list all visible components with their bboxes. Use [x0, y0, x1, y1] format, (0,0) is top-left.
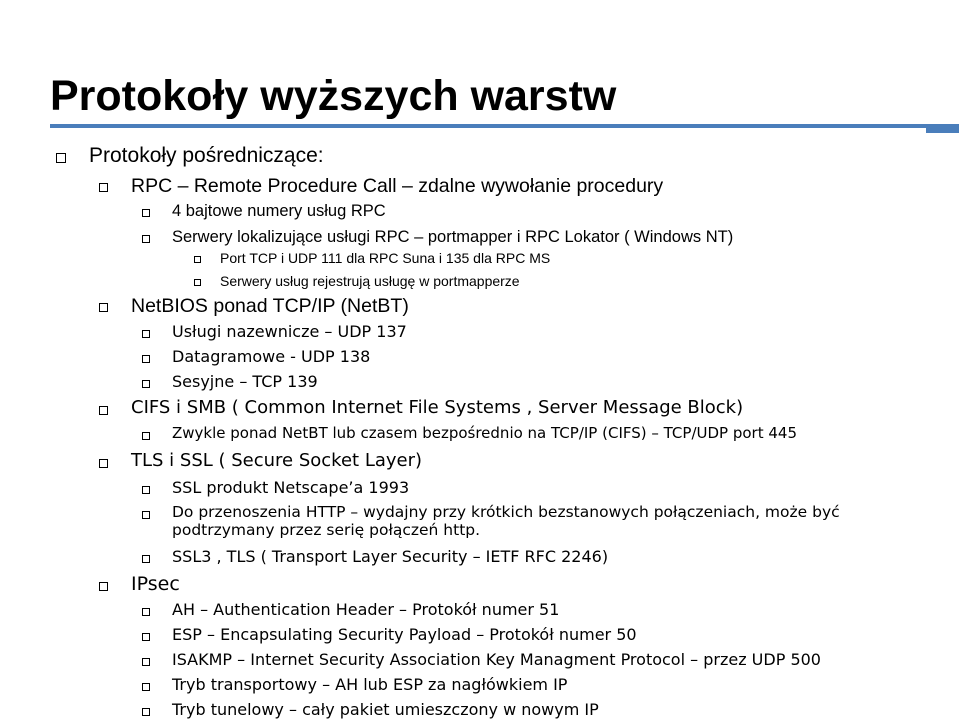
list-item	[172, 651, 821, 669]
list-item	[131, 451, 422, 472]
list-item-text: Do przenoszenia HTTP – wydajny przy krótkich bezstanowych połączeniach, może być	[172, 503, 840, 521]
list-item-text: ESP – Encapsulating Security Payload – Protokół numer 50	[172, 625, 637, 644]
list-item-text: Protokoły pośredniczące:	[89, 144, 324, 167]
list-item	[172, 323, 407, 341]
square-bullet-icon	[99, 303, 108, 312]
list-item	[172, 228, 733, 247]
list-item	[172, 601, 559, 619]
square-bullet-icon	[142, 633, 150, 641]
list-item	[172, 348, 370, 366]
square-bullet-icon	[99, 183, 108, 192]
list-item-text: SSL produkt Netscape’a 1993	[172, 478, 410, 497]
list-item	[89, 144, 324, 168]
square-bullet-icon	[142, 380, 150, 388]
list-item-text: CIFS i SMB ( Common Internet File Systems , Server Message Block)	[131, 397, 744, 418]
list-item-text: SSL3 , TLS ( Transport Layer Security – IETF RFC 2246)	[172, 547, 609, 566]
square-bullet-icon	[56, 153, 66, 163]
square-bullet-icon	[142, 708, 150, 716]
square-bullet-icon	[142, 235, 150, 243]
list-item-text: Usługi nazewnicze – UDP 137	[172, 322, 407, 341]
square-bullet-icon	[142, 511, 150, 519]
list-item-text: TLS i SSL ( Secure Socket Layer)	[131, 450, 423, 471]
list-item-text: Datagramowe - UDP 138	[172, 347, 371, 366]
list-item	[131, 574, 180, 596]
square-bullet-icon	[142, 608, 150, 616]
square-bullet-icon	[142, 486, 150, 494]
list-item	[172, 479, 409, 497]
square-bullet-icon	[142, 330, 150, 338]
list-item-text: Port TCP i UDP 111 dla RPC Suna i 135 dla RPC MS	[220, 250, 551, 266]
list-item-text: Tryb transportowy – AH lub ESP za nagłówkiem IP	[172, 675, 568, 694]
list-item-text: AH – Authentication Header – Protokół numer 51	[172, 600, 560, 619]
list-item-text: Sesyjne – TCP 139	[172, 372, 318, 391]
square-bullet-icon	[142, 683, 150, 691]
square-bullet-icon	[142, 658, 150, 666]
list-item	[172, 504, 840, 540]
list-item-text: IPsec	[131, 573, 180, 595]
list-item	[172, 548, 608, 566]
list-item	[172, 373, 318, 391]
square-bullet-icon	[99, 582, 108, 591]
list-item	[172, 626, 637, 644]
list-item-text-continuation: podtrzymany przez serię połączeń http.	[172, 520, 481, 539]
list-item	[172, 202, 386, 221]
list-item-text: 4 bajtowe numery usług RPC	[172, 202, 386, 220]
list-item	[131, 398, 743, 419]
list-item	[131, 295, 409, 317]
list-item	[220, 273, 520, 289]
list-item	[172, 425, 797, 442]
square-bullet-icon	[99, 459, 108, 468]
square-bullet-icon	[99, 406, 108, 415]
list-item	[220, 250, 550, 266]
list-item	[131, 175, 663, 197]
list-item-text: Serwery lokalizujące usługi RPC – portmapper i RPC Lokator ( Windows NT)	[172, 228, 734, 246]
square-bullet-icon	[142, 555, 150, 563]
list-item-text: ISAKMP – Internet Security Association Key Managment Protocol – przez UDP 500	[172, 650, 821, 669]
square-bullet-icon	[142, 209, 150, 217]
list-item-text: Serwery usług rejestrują usługę w portmapperze	[220, 273, 520, 289]
list-item-text: NetBIOS ponad TCP/IP (NetBT)	[131, 295, 409, 317]
square-bullet-icon	[142, 432, 150, 440]
square-bullet-icon	[194, 256, 201, 263]
square-bullet-icon	[194, 279, 201, 286]
square-bullet-icon	[142, 355, 150, 363]
list-item-text: Tryb tunelowy – cały pakiet umieszczony w nowym IP	[172, 700, 599, 719]
list-item	[172, 701, 599, 719]
list-item-text: RPC – Remote Procedure Call – zdalne wywołanie procedury	[131, 175, 664, 197]
slide-title: Protokoły wyższych warstw	[50, 72, 617, 120]
list-item-text: Zwykle ponad NetBT lub czasem bezpośrednio na TCP/IP (CIFS) – TCP/UDP port 445	[172, 424, 797, 442]
list-item	[172, 676, 567, 694]
